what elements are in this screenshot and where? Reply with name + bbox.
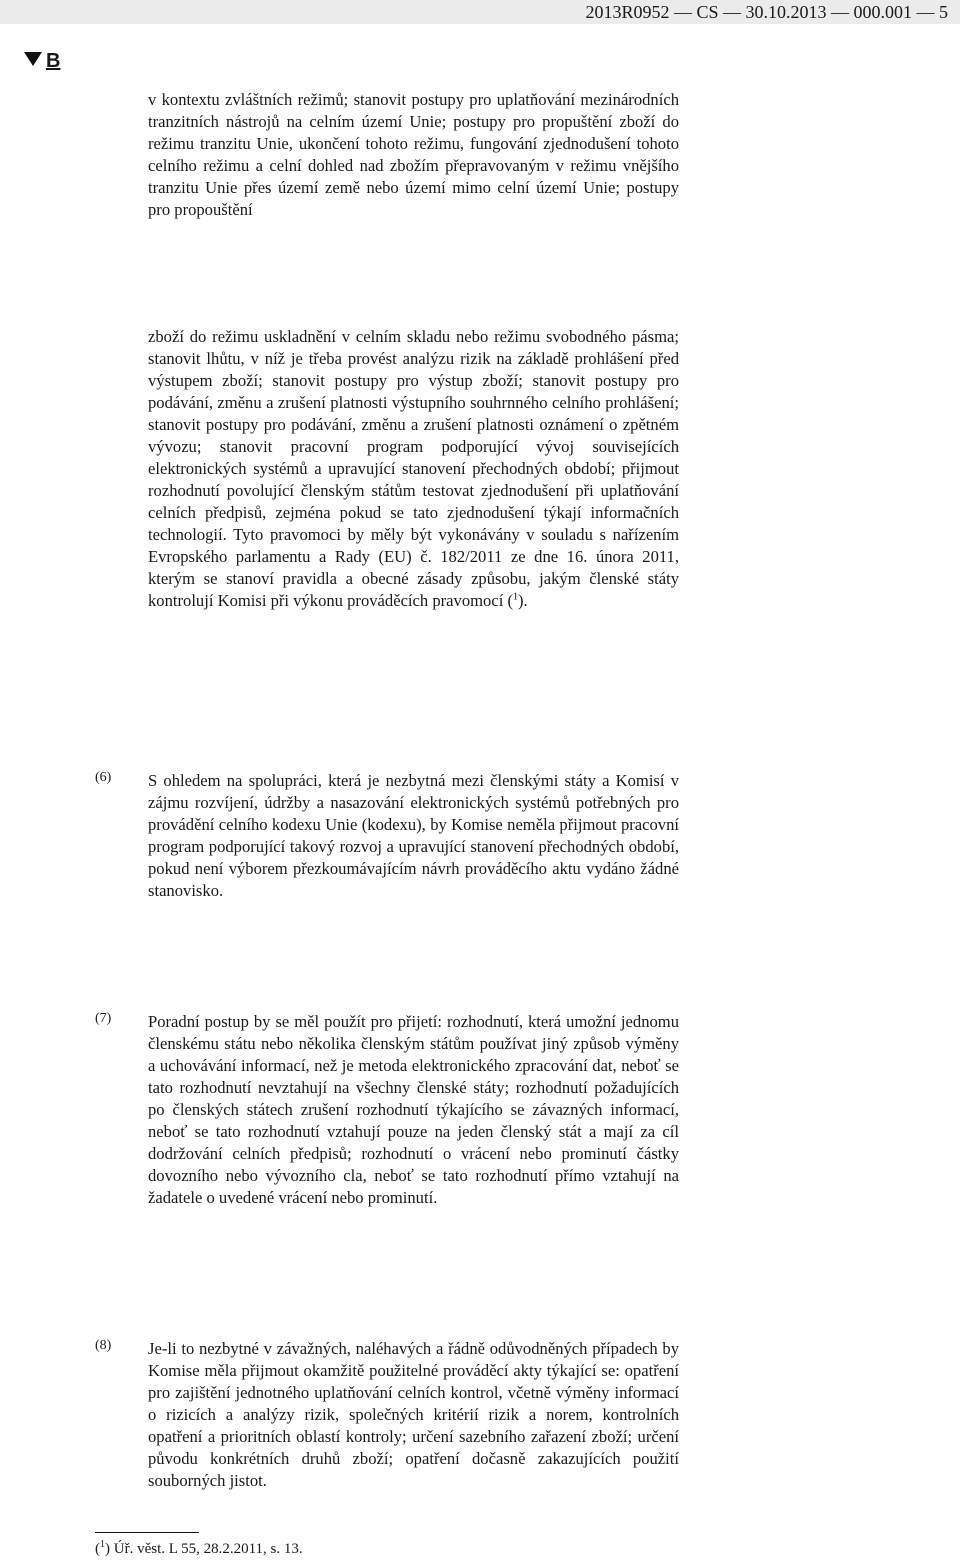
footnote-open: (	[95, 1541, 100, 1557]
paragraph-powers-end: ).	[518, 591, 528, 610]
recital-text: S ohledem na spolupráci, která je nezbytná mezi členskými státy a Komisí v zájmu rozvíjení, údržby a nasazování elektronických systémů potřebných pro provádění celního kodexu Unie (kodexu), by Komise neměla přijmout pracovní program podporující takový rozvoj a upravující stanovení přechodných období, pokud není výborem přezkoumávajícím návrh prováděcího aktu vydáno žádné stanovisko.	[148, 771, 679, 900]
paragraph-powers	[148, 326, 679, 612]
footnote-ref[interactable]: 1	[513, 591, 518, 603]
paragraph-powers-text: zboží do režimu uskladnění v celním skladu nebo režimu svobodného pásma; stanovit lhůtu, v níž je třeba provést analýzu rizik na základě prohlášení před výstupem zboží; stanovit postupy pro výstup zboží; stanovit postupy pro podávání, změnu a zrušení platnosti výstupního souhrnného celního prohlášení; stanovit postupy pro podávání, změnu a zrušení platnosti oznámení o zpětném vývozu; stanovit pracovní program podporující vývoj souvisejících elektronických systémů a upravující stanovení přechodných období; přijmout rozhodnutí povolující členským státům testovat zjednodušení při uplatňování celních předpisů, zejména pokud se tato zjednodušení týkají informačních technologií. Tyto pravomoci by měly být vykonávány v souladu s nařízením Evropského parlamentu a Rady (EU) č. 182/2011 ze dne 16. února 2011, kterým se stanoví pravidla a obecné zásady způsobu, jakým členské státy kontrolují Komisi při výkonu prováděcích pravomocí (	[148, 327, 679, 610]
document-header	[0, 0, 960, 24]
recital-number: (6)	[95, 770, 112, 785]
recital-text: Je-li to nezbytné v závažných, naléhavých a řádně odůvodněných případech by Komise měla přijmout okamžitě použitelné prováděcí akty týkající se: opatření pro zajištění jednotného uplatňování celních kontrol, včetně výměny informací o rizicích a analýzy rizik, společných kritérií rizik a norem, kontrolních opatření a prioritních oblastí kontroly; určení sazebního zařazení zboží; určení původu konkrétních druhů zboží; opatření dočasně zakazujících použití souborných jistot.	[148, 1339, 679, 1490]
footnote-number: 1	[100, 1539, 105, 1550]
consolidation-marker-letter: B	[46, 50, 61, 72]
recital-number: (7)	[95, 1011, 112, 1026]
recital-text: Poradní postup by se měl použít pro přijetí: rozhodnutí, která umožní jednomu členskému státu nebo několika členským státům používat jiný způsob výměny a uchovávání informací, než je metoda elektronického zpracování dat, neboť se tato rozhodnutí nevztahují na všechny členské státy; rozhodnutí požadujících po členských státech zrušení rozhodnutí týkajícího se závazných informací, neboť se tato rozhodnutí vztahují pouze na jeden členský stát a mají za cíl dodržování celních předpisů; rozhodnutí o vrácení nebo prominutí částky dovozního nebo vývozního cla, neboť se tato rozhodnutí přímo vztahují na žadatele o uvedené vrácení nebo prominutí.	[148, 1012, 679, 1207]
footnote-text: Úř. věst. L 55, 28.2.2011, s. 13.	[110, 1541, 303, 1557]
paragraph-continuation: v kontextu zvláštních režimů; stanovit postupy pro uplatňování mezinárodních tranzitních nástrojů na celním území Unie; postupy pro propuštění zboží do režimu tranzitu Unie, ukončení tohoto režimu, fungování zjednodušení tohoto celního režimu a celní dohled nad zbožím přepravovaným v režimu vnějšího tranzitu Unie přes území země nebo území mimo celní území Unie; postupy pro propouštění	[148, 90, 679, 219]
footnote-close: )	[105, 1541, 110, 1557]
recital-number: (8)	[95, 1338, 112, 1353]
document-reference: 2013R0952 — CS — 30.10.2013 — 000.001 — 5	[585, 2, 948, 22]
footnote-divider	[95, 1532, 199, 1533]
triangle-down-icon	[24, 52, 42, 66]
consolidation-marker	[24, 50, 60, 73]
footnote	[95, 1539, 303, 1559]
